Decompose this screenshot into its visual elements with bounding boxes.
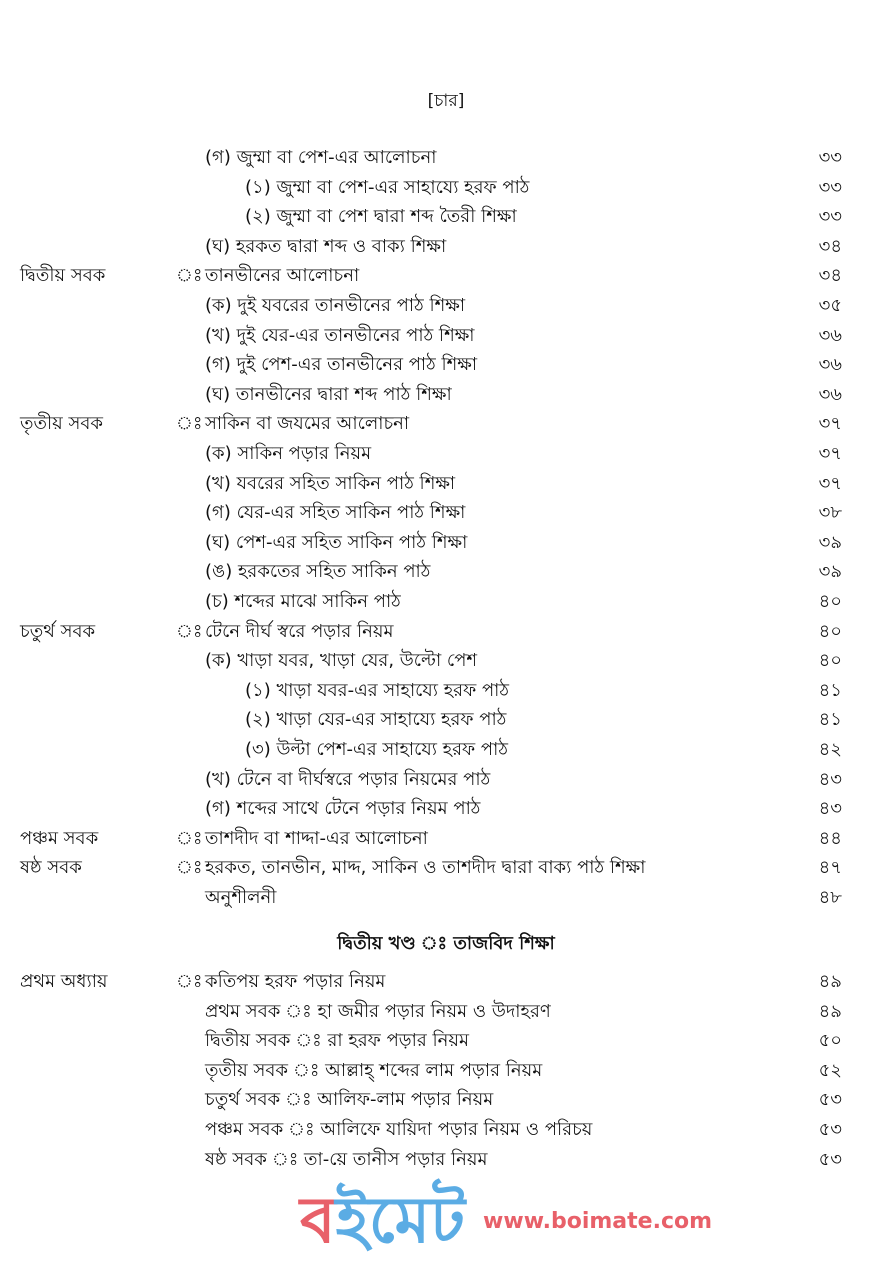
page-ref: ৩৮	[818, 502, 842, 524]
page-ref: ৩৪	[818, 235, 842, 257]
toc-entry	[0, 825, 892, 853]
toc-entry	[0, 1057, 892, 1085]
entry-title: সাকিন বা জযমের আলোচনা	[205, 413, 410, 435]
toc-entry	[0, 410, 892, 438]
page-ref: ৪০	[818, 620, 842, 642]
toc-entry	[0, 203, 892, 231]
lesson-label: চতুর্থ সবক	[20, 620, 96, 642]
entry-title: টেনে দীর্ঘ স্বরে পড়ার নিয়ম	[205, 620, 394, 642]
toc-entry	[0, 144, 892, 172]
entry-title: কতিপয় হরফ পড়ার নিয়ম	[205, 971, 386, 992]
colon-separator: ঃ	[176, 857, 203, 879]
page-ref: ৪৪	[818, 827, 842, 849]
toc-entry	[0, 884, 892, 912]
entry-title: (ক) খাড়া যবর, খাড়া যের, উল্টো পেশ	[205, 650, 478, 672]
page-ref: ৩৪	[818, 265, 842, 287]
entry-title: প্রথম সবক ঃ হা জমীর পড়ার নিয়ম ও উদাহরণ	[205, 1000, 551, 1022]
section-heading: দ্বিতীয় খণ্ড ঃ তাজবিদ শিক্ষা	[337, 933, 555, 954]
lesson-label: ষষ্ঠ সবক	[20, 857, 82, 879]
toc-entry	[0, 351, 892, 379]
toc-entry	[0, 588, 892, 616]
entry-title: (খ) টেনে বা দীর্ঘস্বরে পড়ার নিয়মের পাঠ	[205, 768, 491, 790]
lesson-label: তৃতীয় সবক	[20, 413, 103, 435]
toc-entry	[0, 998, 892, 1026]
toc-entry	[0, 795, 892, 823]
page-ref: ৪৩	[818, 768, 842, 790]
page-ref: ৪০	[818, 650, 842, 672]
page-ref: ৪৮	[818, 887, 842, 908]
watermark-logo-part2: ইমেট	[335, 1184, 466, 1258]
entry-title: (ঙ) হরকতের সহিত সাকিন পাঠ	[205, 561, 431, 583]
colon-separator: ঃ	[176, 265, 203, 287]
entry-title: তৃতীয় সবক ঃ আল্লাহ্ শব্দের লাম পড়ার নিয়ম	[205, 1059, 543, 1081]
page-number: [চার]	[427, 91, 465, 111]
watermark-logo	[300, 1186, 712, 1256]
toc-entry	[0, 854, 892, 882]
page-ref: ৪৯	[818, 1000, 842, 1022]
entry-title: ষষ্ঠ সবক ঃ তা-য়ে তানীস পড়ার নিয়ম	[205, 1148, 488, 1170]
entry-title: চতুর্থ সবক ঃ আলিফ-লাম পড়ার নিয়ম	[205, 1089, 494, 1111]
entry-title: (চ) শব্দের মাঝে সাকিন পাঠ	[205, 591, 401, 612]
watermark-logo-part1: ব	[300, 1184, 336, 1258]
entry-title: (১) খাড়া যবর-এর সাহায্যে হরফ পাঠ	[245, 679, 510, 701]
lesson-label: পঞ্চম সবক	[20, 827, 99, 849]
page-ref: ৩৬	[818, 324, 842, 346]
entry-title: (ক) সাকিন পড়ার নিয়ম	[205, 443, 372, 464]
toc-entry	[0, 1146, 892, 1174]
page-ref: ৪১	[818, 679, 842, 701]
lesson-label: প্রথম অধ্যায়	[20, 971, 108, 992]
entry-title: (গ) দুই পেশ-এর তানভীনের পাঠ শিক্ষা	[205, 354, 478, 376]
entry-title: (ঘ) তানভীনের দ্বারা শব্দ পাঠ শিক্ষা	[205, 383, 452, 405]
page-ref: ৩৭	[818, 472, 842, 494]
page-ref: ৩৯	[818, 531, 842, 553]
entry-title: (ঘ) পেশ-এর সহিত সাকিন পাঠ শিক্ষা	[205, 531, 468, 553]
page-ref: ৫৩	[818, 1148, 842, 1170]
watermark-url: www.boimate.com	[483, 1208, 713, 1234]
page-ref: ৪০	[818, 591, 842, 612]
toc-entry	[0, 262, 892, 290]
colon-separator: ঃ	[176, 971, 203, 992]
toc-entry	[0, 440, 892, 468]
toc-entry	[0, 677, 892, 705]
entry-title: তাশদীদ বা শাদ্দা-এর আলোচনা	[205, 827, 428, 849]
page-ref: ৪৭	[818, 857, 842, 879]
entry-title: পঞ্চম সবক ঃ আলিফে যায়িদা পড়ার নিয়ম ও পরিচয়	[205, 1119, 593, 1140]
page-ref: ৪৩	[818, 798, 842, 820]
entry-title: (গ) যের-এর সহিত সাকিন পাঠ শিক্ষা	[205, 502, 466, 524]
entry-title: (৩) উল্টা পেশ-এর সাহায্যে হরফ পাঠ	[245, 739, 508, 760]
toc-entry	[0, 736, 892, 764]
page-ref: ৪২	[818, 739, 842, 760]
toc-entry	[0, 558, 892, 586]
toc-entry	[0, 647, 892, 675]
page-ref: ৩৭	[818, 413, 842, 435]
toc-entry	[0, 381, 892, 409]
toc-entry	[0, 174, 892, 202]
entry-title: (খ) দুই যের-এর তানভীনের পাঠ শিক্ষা	[205, 324, 475, 346]
toc-entry	[0, 292, 892, 320]
page-ref: ৩৩	[818, 206, 842, 228]
toc-entry	[0, 233, 892, 261]
page-ref: ৩৫	[818, 295, 842, 316]
entry-title: (২) জুম্মা বা পেশ দ্বারা শব্দ তৈরী শিক্ষা	[245, 206, 517, 228]
toc-entry	[0, 1027, 892, 1055]
page-ref: ৩৬	[818, 383, 842, 405]
page-ref: ৫৩	[818, 1119, 842, 1140]
entry-title: দ্বিতীয় সবক ঃ রা হরফ পড়ার নিয়ম	[205, 1030, 469, 1052]
lesson-label: দ্বিতীয় সবক	[20, 265, 106, 287]
toc-entry	[0, 1086, 892, 1114]
colon-separator: ঃ	[176, 827, 203, 849]
page-ref: ৫৩	[818, 1089, 842, 1111]
entry-title: (খ) যবরের সহিত সাকিন পাঠ শিক্ষা	[205, 472, 456, 494]
entry-title: (গ) জুম্মা বা পেশ-এর আলোচনা	[205, 147, 437, 168]
toc-entry	[0, 499, 892, 527]
toc-entry	[0, 968, 892, 996]
toc-entry	[0, 706, 892, 734]
entry-title: (ক) দুই যবরের তানভীনের পাঠ শিক্ষা	[205, 295, 466, 316]
colon-separator: ঃ	[176, 413, 203, 435]
page-ref: ৪১	[818, 709, 842, 731]
toc-entry	[0, 529, 892, 557]
page-ref: ৩৬	[818, 354, 842, 376]
entry-title: তানভীনের আলোচনা	[205, 265, 360, 287]
toc-entry	[0, 1116, 892, 1144]
colon-separator: ঃ	[176, 620, 203, 642]
entry-title: (১) জুম্মা বা পেশ-এর সাহায্যে হরফ পাঠ	[245, 176, 530, 198]
toc-entry	[0, 618, 892, 646]
entry-title: (ঘ) হরকত দ্বারা শব্দ ও বাক্য শিক্ষা	[205, 235, 447, 257]
toc-entry	[0, 322, 892, 350]
page-ref: ৩৭	[818, 443, 842, 464]
page-ref: ৩৯	[818, 561, 842, 583]
page-ref: ৫২	[818, 1059, 842, 1081]
page-ref: ৩৩	[818, 176, 842, 198]
entry-title: (২) খাড়া যের-এর সাহায্যে হরফ পাঠ	[245, 709, 507, 731]
page-ref: ৪৯	[818, 971, 842, 992]
toc-entry	[0, 470, 892, 498]
entry-title: অনুশীলনী	[205, 887, 277, 908]
toc-entry	[0, 766, 892, 794]
page-ref: ৫০	[818, 1030, 842, 1052]
page-ref: ৩৩	[818, 147, 842, 168]
entry-title: (গ) শব্দের সাথে টেনে পড়ার নিয়ম পাঠ	[205, 798, 481, 820]
entry-title: হরকত, তানভীন, মাদ্দ, সাকিন ও তাশদীদ দ্বারা বাক্য পাঠ শিক্ষা	[205, 857, 646, 879]
